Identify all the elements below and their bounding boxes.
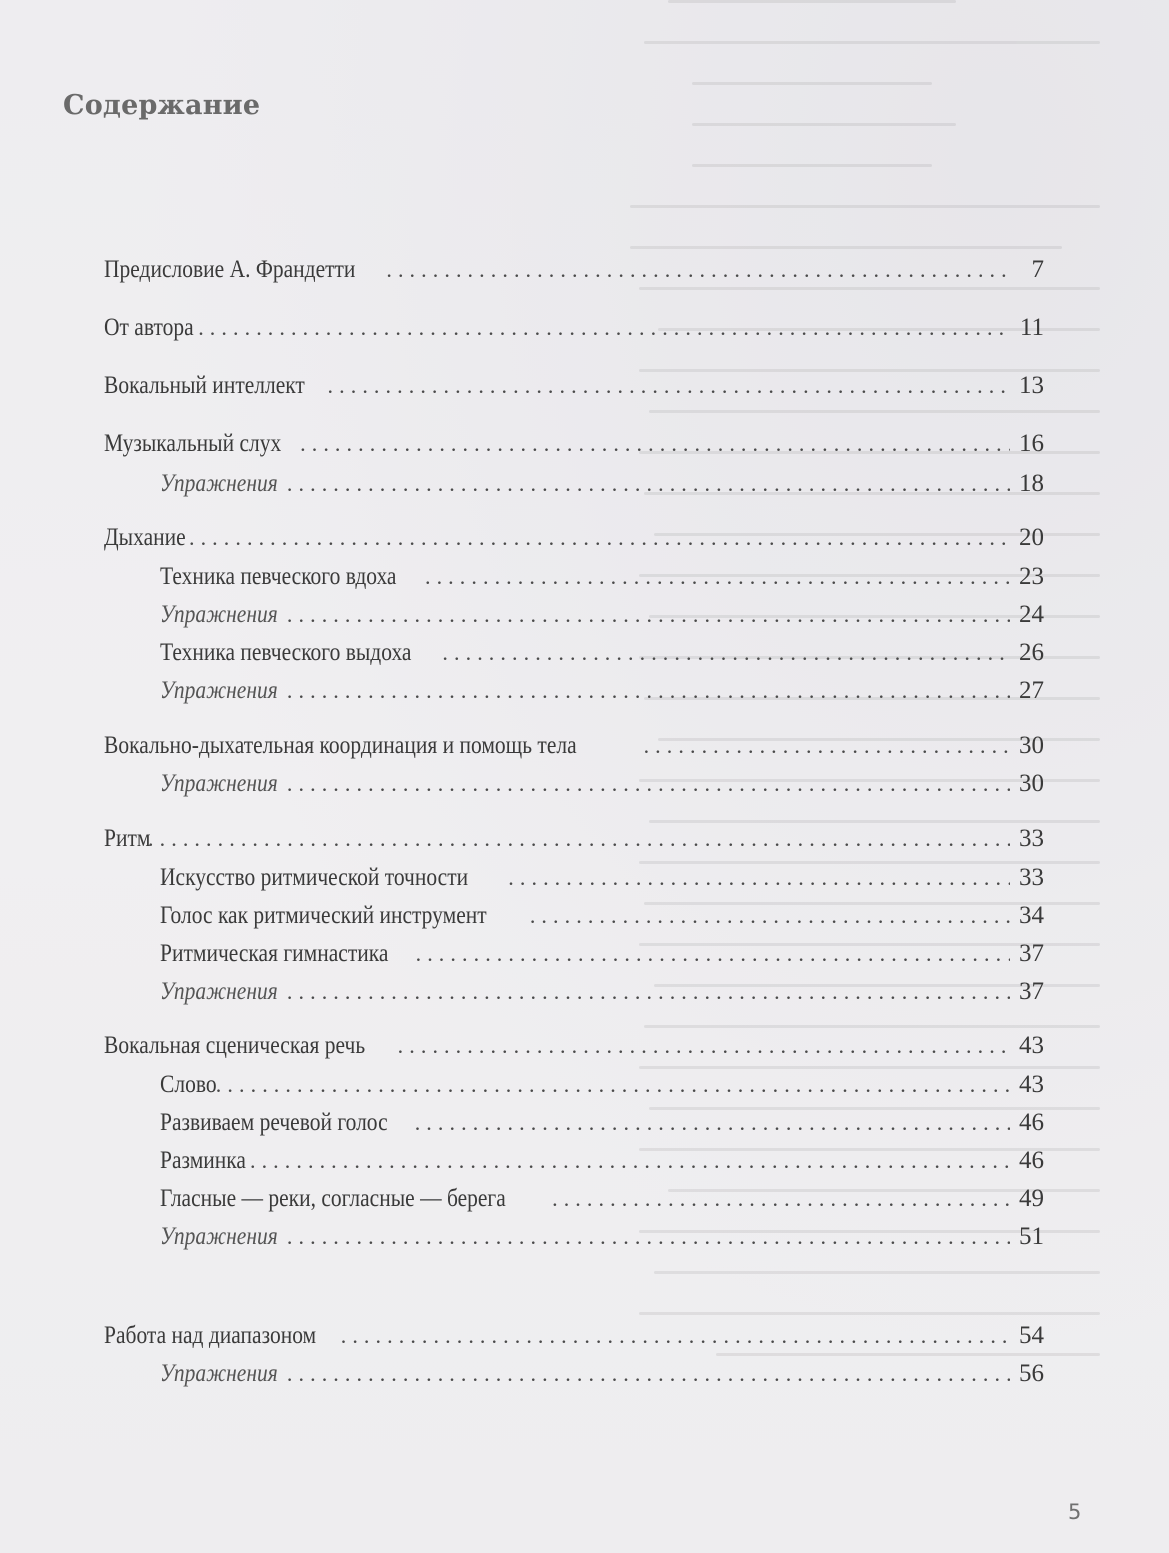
toc-entry-title: Упражнения: [160, 470, 278, 497]
toc-entry-page: 20: [1019, 524, 1044, 551]
dot-leader: [386, 257, 1010, 283]
dot-leader: [442, 640, 1010, 666]
toc-entry-page: 46: [1019, 1109, 1044, 1136]
dot-leader: [398, 1033, 1010, 1059]
dot-leader: [216, 1072, 1010, 1098]
toc-entry-title: Слово: [160, 1071, 217, 1098]
toc-entry-page: 13: [1019, 372, 1044, 399]
toc-entry-page: 49: [1019, 1185, 1044, 1212]
toc-entry[interactable]: [104, 430, 1044, 464]
toc-entry[interactable]: [104, 940, 1044, 974]
toc-entry-page: 33: [1019, 825, 1044, 852]
dot-leader: [415, 1110, 1010, 1136]
dot-leader: [287, 471, 1010, 497]
dot-leader: [341, 1323, 1010, 1349]
dot-leader: [287, 678, 1010, 704]
toc-entry[interactable]: [104, 1109, 1044, 1143]
toc-entry-page: 27: [1019, 677, 1044, 704]
toc-entry-title: Ритмическая гимнастика: [160, 940, 389, 967]
dot-leader: [287, 1224, 1010, 1250]
dot-leader: [328, 373, 1010, 399]
toc-entry[interactable]: [104, 524, 1044, 558]
toc-entry[interactable]: [104, 770, 1044, 804]
toc-entry[interactable]: [104, 563, 1044, 597]
toc-entry-title: Упражнения: [160, 1223, 278, 1250]
toc-entry-page: 51: [1019, 1223, 1044, 1250]
dot-leader: [425, 564, 1010, 590]
dot-leader: [148, 826, 1010, 852]
toc-entry-page: 33: [1019, 864, 1044, 891]
toc-entry[interactable]: [104, 902, 1044, 936]
toc-entry[interactable]: [104, 1185, 1044, 1219]
toc-entry-title: Вокальный интеллект: [104, 372, 305, 399]
toc-entry-page: 30: [1019, 770, 1044, 797]
dot-leader: [250, 1148, 1010, 1174]
toc-entry-page: 18: [1019, 470, 1044, 497]
toc-entry-title: Техника певческого выдоха: [160, 639, 412, 666]
toc-entry-page: 7: [1031, 256, 1044, 283]
toc-entry[interactable]: [104, 978, 1044, 1012]
dot-leader: [287, 602, 1010, 628]
toc-entry-page: 16: [1019, 430, 1044, 457]
toc-entry-page: 23: [1019, 563, 1044, 590]
toc-entry[interactable]: [104, 1032, 1044, 1066]
toc-entry[interactable]: [104, 470, 1044, 504]
toc-entry-page: 24: [1019, 601, 1044, 628]
toc-entry-page: 54: [1019, 1322, 1044, 1349]
toc-entry-title: Вокально-дыхательная координация и помощь тела: [104, 732, 577, 759]
toc-entry[interactable]: [104, 677, 1044, 711]
toc-entry-title: Гласные — реки, согласные — берега: [160, 1185, 506, 1212]
toc-entry[interactable]: [104, 1071, 1044, 1105]
toc-entry-page: 46: [1019, 1147, 1044, 1174]
dot-leader: [416, 941, 1010, 967]
toc-entry-page: 30: [1019, 732, 1044, 759]
toc-entry-title: Техника певческого вдоха: [160, 563, 397, 590]
toc-entry[interactable]: [104, 314, 1044, 348]
toc-entry[interactable]: [104, 601, 1044, 635]
toc-entry-page: 26: [1019, 639, 1044, 666]
toc-entry-title: Голос как ритмический инструмент: [160, 902, 487, 929]
toc-entry-page: 43: [1019, 1071, 1044, 1098]
toc-entry[interactable]: [104, 732, 1044, 766]
toc-entry[interactable]: [104, 639, 1044, 673]
toc-entry-title: Работа над диапазоном: [104, 1322, 317, 1349]
dot-leader: [508, 865, 1010, 891]
toc-entry-title: Разминка: [160, 1147, 246, 1174]
toc-entry-title: Предисловие А. Франдетти: [104, 256, 356, 283]
toc-entry-page: 11: [1019, 314, 1044, 341]
toc-entry[interactable]: [104, 1223, 1044, 1257]
toc-entry-title: От автора: [104, 314, 194, 341]
toc-entry-title: Дыхание: [104, 524, 186, 551]
dot-leader: [287, 979, 1010, 1005]
toc-entry-title: Ритм: [104, 825, 151, 852]
dot-leader: [287, 1361, 1010, 1387]
toc-entry-page: 34: [1019, 902, 1044, 929]
dot-leader: [287, 771, 1010, 797]
toc-entry-title: Вокальная сценическая речь: [104, 1032, 366, 1059]
dot-leader: [189, 525, 1010, 551]
toc-entry-page: 43: [1019, 1032, 1044, 1059]
toc-entry[interactable]: [104, 864, 1044, 898]
toc-entry[interactable]: [104, 825, 1044, 859]
toc-entry-title: Искусство ритмической точности: [160, 864, 469, 891]
toc-entry-title: Упражнения: [160, 601, 278, 628]
dot-leader: [530, 903, 1010, 929]
toc-entry-title: Упражнения: [160, 770, 278, 797]
page-title: Содержание: [63, 90, 261, 121]
toc-entry-page: 37: [1019, 978, 1044, 1005]
toc-entry-page: 37: [1019, 940, 1044, 967]
dot-leader: [644, 733, 1010, 759]
toc-entry-page: 56: [1019, 1360, 1044, 1387]
toc-entry-title: Упражнения: [160, 1360, 278, 1387]
toc-entry[interactable]: [104, 256, 1044, 290]
toc-entry[interactable]: [104, 372, 1044, 406]
toc-entry-title: Развиваем речевой голос: [160, 1109, 388, 1136]
toc-entry-title: Упражнения: [160, 677, 278, 704]
dot-leader: [552, 1186, 1010, 1212]
toc-entry[interactable]: [104, 1147, 1044, 1181]
toc-entry-title: Музыкальный слух: [104, 430, 282, 457]
dot-leader: [300, 431, 1010, 457]
toc-entry[interactable]: [104, 1360, 1044, 1394]
toc-entry[interactable]: [104, 1322, 1044, 1356]
toc-entry-title: Упражнения: [160, 978, 278, 1005]
page-number: 5: [1068, 1500, 1082, 1524]
dot-leader: [198, 315, 1010, 341]
